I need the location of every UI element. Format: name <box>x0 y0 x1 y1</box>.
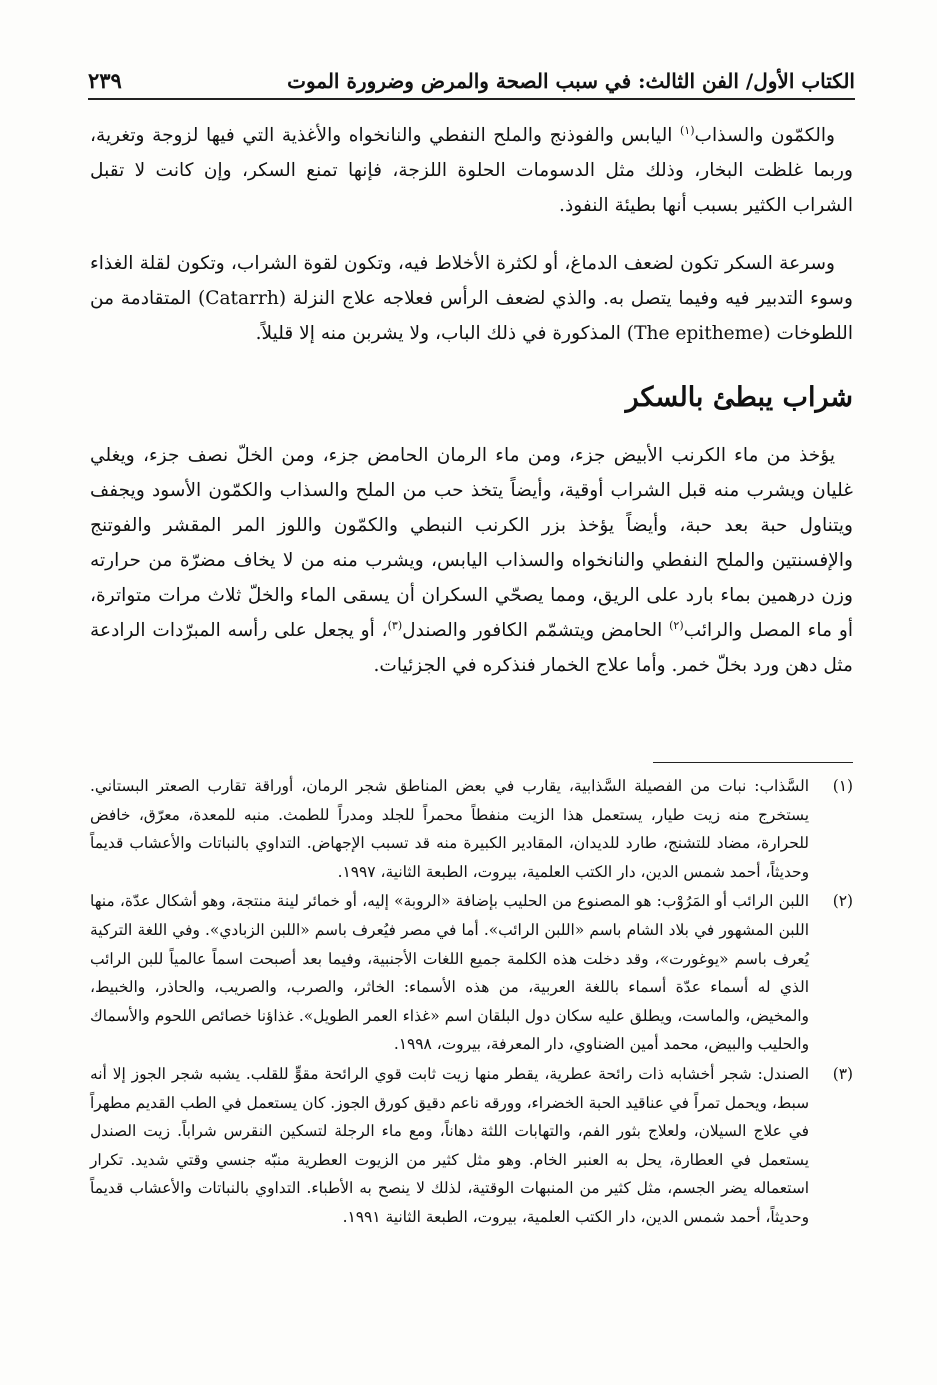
paragraph-2-text: وسرعة السكر تكون لضعف الدماغ، أو لكثرة الأخلاط فيه، وتكون لقوة الشراب، وتكون لقلة الغذاء وسوء التدبير فيه وفيما يتصل به. والذي لضعف الرأس فعلاجه علاج النزلة (Catarrh) المتقادمة من اللطوخات (The epitheme) المذكورة في ذلك الباب، ولا يشربن منه إلا قليلاً. <box>90 253 853 344</box>
paragraph-3-text-b: الحامض ويتشمّم الكافور والصندل <box>402 620 670 641</box>
footnote-ref-2: (٢) <box>669 618 684 632</box>
running-title: الكتاب الأول/ الفن الثالث: في سبب الصحة والمرض وضرورة الموت <box>287 69 855 93</box>
paragraph-1 <box>90 118 853 223</box>
paragraph-2 <box>90 246 853 351</box>
footnote-number: (٣) <box>832 1064 853 1083</box>
section-heading: شراب يبطئ بالسكر <box>625 382 853 413</box>
paragraph-1-text-a: والكمّون والسذاب <box>694 125 835 146</box>
footnote-ref-3: (٣) <box>387 618 403 632</box>
paragraph-3-text-c: ، أو يجعل على رأسه المبرّدات الرادعة مثل دهن ورد بخلّ خمر. وأما علاج الخمار فنذكره في الجزئيات. <box>90 620 853 676</box>
footnote-separator <box>653 762 853 763</box>
footnote-text: اللبن الرائب أو المَرُوْب: هو المصنوع من الحليب بإضافة «الروبة» إليه، أو خمائر لينة منتجة، وهو أشكال عدّة، منها اللبن المشهور في بلاد الشام باسم «اللبن الرائب». أما في مصر فيُعرف باسم «اللبن الزبادي». وفي اللغة التركية يُعرف باسم «يوغورت»، وقد دخلت هذه الكلمة جميع اللغات الأجنبية، وفيما بعد أصبحت اسماً عالمياً للبن الرائب الذي له أسماء عدّة أسماء باللغة العربية، من هذه الأسماء: الخاثر، والصرب، والصريب، والحاذر، والخبيط، والمخيض، والماست، ويطلق عليه سكان دول البلقان اسم «غذاء العمر الطويل». غذاؤنا خصائص اللحوم والأسماك والحليب والبيض، محمد أمين الضناوي، دار المعرفة، بيروت، ١٩٩٨. <box>90 892 809 1054</box>
footnote-number: (٢) <box>832 892 853 911</box>
footnote-text: الصندل: شجر أخشابه ذات رائحة عطرية، يقطر منها زيت ثابت قوي الرائحة مقوٍّ للقلب. يشبه شجر الجوز إلا أنه سبط، ويحمل تمراً في عناقيد الحبة الخضراء، وورقه ناعم دقيق كورق الجوز. كان يستعمل في الطب القديم مطهراً في علاج السيلان، ولعلاج بثور الفم، والتهابات اللثة دهاناً، ومع ماء الرجلة لتسكين النقرس شراباً. زيت الصندل يستعمل في العطارة، يحل به العنبر الخام. وهو مثل كثير من الزيوت العطرية منبّه جنسي وقتي شديد. تكرار استعماله يضر الجسم، مثل كثير من المنبهات الوقتية، لذلك لا ينصح به الأطباء. التداوي بالنباتات والأعشاب قديماً وحديثاً، أحمد شمس الدين، دار الكتب العلمية، بيروت، الطبعة الثانية ١٩٩١. <box>90 1064 809 1226</box>
page-number: ٢٣٩ <box>88 68 122 93</box>
footnote-ref-1: (١) <box>680 123 695 137</box>
footnote-3 <box>90 1060 853 1232</box>
running-header <box>88 52 855 100</box>
footnote-1 <box>90 772 853 886</box>
paragraph-3-text-a: يؤخذ من ماء الكرنب الأبيض جزء، ومن ماء الرمان الحامض جزء، ومن الخلّ نصف جزء، ويغلي غليان ويشرب منه قبل الشراب أوقية، وأيضاً يتخذ حب من الملح والسذاب والكمّون الأسود ويجفف ويتناول حبة بعد حبة، وأيضاً يؤخذ بزر الكرنب النبطي والكمّون واللوز المر المقشر والفوتنج والإفسنتين والملح النفطي والنانخواه والسذاب اليابس، ويشرب منه من لا يخاف مضرّة من حرارته وزن درهمين بماء بارد على الريق، ومما يصحّي السكران أن يسقى الماء والخلّ ثلاث مرات متواترة، أو ماء المصل والرائب <box>90 445 853 641</box>
paragraph-1-text-b: اليابس والفوذنج والملح النفطي والنانخواه والأغذية التي فيها لزوجة وتغرية، وربما غلظت البخار، وذلك مثل الدسومات الحلوة اللزجة، فإنها تمنع السكر، وإن كانت لا تقبل الشراب الكثير بسبب أنها بطيئة النفوذ. <box>90 125 853 216</box>
paragraph-3 <box>90 438 853 683</box>
footnote-number: (١) <box>832 777 853 795</box>
footnote-text: السَّذاب: نبات من الفصيلة السَّذابية، يقارب في بعض المناطق شجر الرمان، أوراقة تقارب الصعتر البستاني. يستخرج منه زيت طيار، يستعمل هذا الزيت منفطاً محمراً للجلد ومدراً للطمث. منبه للمعدة، معرّق، خافض للحرارة، مضاد للتشنج، طارد للديدان، المقادير الكبيرة منه قد تسبب الإجهاض. التداوي بالنباتات والأعشاب قديماً وحديثاً، أحمد شمس الدين، دار الكتب العلمية، بيروت، الطبعة الثانية، ١٩٩٧. <box>90 777 809 881</box>
footnote-2 <box>90 887 853 1059</box>
footnotes <box>90 772 853 1233</box>
